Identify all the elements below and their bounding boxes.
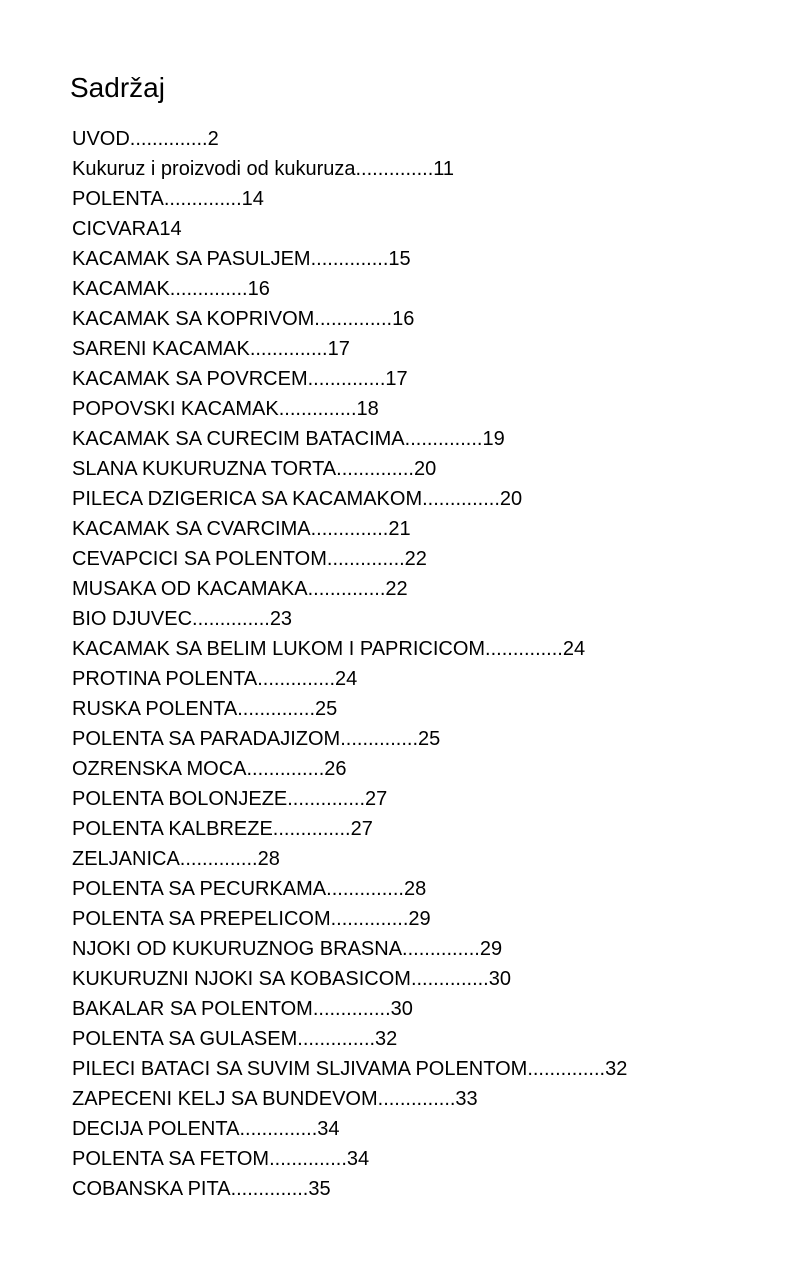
toc-entry: POLENTA SA PREPELICOM..............29	[72, 908, 431, 930]
toc-entry: ZELJANICA..............28	[72, 848, 280, 870]
toc-entry: POLENTA SA PECURKAMA..............28	[72, 878, 427, 900]
toc-entry: POPOVSKI KACAMAK..............18	[72, 398, 379, 420]
toc-entry: KACAMAK SA BELIM LUKOM I PAPRICICOM..............24	[72, 638, 586, 660]
toc-entry: CICVARA14	[72, 218, 182, 240]
toc-entry: UVOD..............2	[72, 128, 219, 150]
toc-entry: RUSKA POLENTA..............25	[72, 698, 338, 720]
toc-entry: NJOKI OD KUKURUZNOG BRASNA..............29	[72, 938, 503, 960]
toc-entry: POLENTA KALBREZE..............27	[72, 818, 373, 840]
toc-entry: DECIJA POLENTA..............34	[72, 1118, 340, 1140]
toc-list	[72, 124, 627, 1204]
toc-entry: KACAMAK SA KOPRIVOM..............16	[72, 308, 415, 330]
toc-entry: POLENTA SA GULASEM..............32	[72, 1028, 398, 1050]
toc-entry: Kukuruz i proizvodi od kukuruza..............11	[72, 158, 455, 180]
toc-title: Sadržaj	[70, 72, 165, 103]
toc-entry: POLENTA BOLONJEZE..............27	[72, 788, 388, 810]
toc-entry: CEVAPCICI SA POLENTOM..............22	[72, 548, 427, 570]
toc-entry: KACAMAK SA PASULJEM..............15	[72, 248, 411, 270]
toc-entry: KACAMAK..............16	[72, 278, 270, 300]
toc-entry: KACAMAK SA CVARCIMA..............21	[72, 518, 411, 540]
toc-entry: BIO DJUVEC..............23	[72, 608, 293, 630]
toc-entry: COBANSKA PITA..............35	[72, 1178, 331, 1200]
toc-entry: SARENI KACAMAK..............17	[72, 338, 350, 360]
toc-entry: POLENTA..............14	[72, 188, 264, 210]
toc-entry: PILECA DZIGERICA SA KACAMAKOM..............20	[72, 488, 523, 510]
toc-entry: KACAMAK SA POVRCEM..............17	[72, 368, 408, 390]
toc-entry: POLENTA SA FETOM..............34	[72, 1148, 370, 1170]
toc-entry: BAKALAR SA POLENTOM..............30	[72, 998, 413, 1020]
toc-entry: OZRENSKA MOCA..............26	[72, 758, 347, 780]
toc-entry: POLENTA SA PARADAJIZOM..............25	[72, 728, 441, 750]
toc-entry: KUKURUZNI NJOKI SA KOBASICOM..............30	[72, 968, 511, 990]
toc-entry: SLANA KUKURUZNA TORTA..............20	[72, 458, 437, 480]
toc-entry: KACAMAK SA CURECIM BATACIMA..............19	[72, 428, 505, 450]
toc-entry: PILECI BATACI SA SUVIM SLJIVAMA POLENTOM..............32	[72, 1058, 628, 1080]
toc-entry: ZAPECENI KELJ SA BUNDEVOM..............33	[72, 1088, 478, 1110]
toc-entry: PROTINA POLENTA..............24	[72, 668, 358, 690]
toc-entry: MUSAKA OD KACAMAKA..............22	[72, 578, 408, 600]
